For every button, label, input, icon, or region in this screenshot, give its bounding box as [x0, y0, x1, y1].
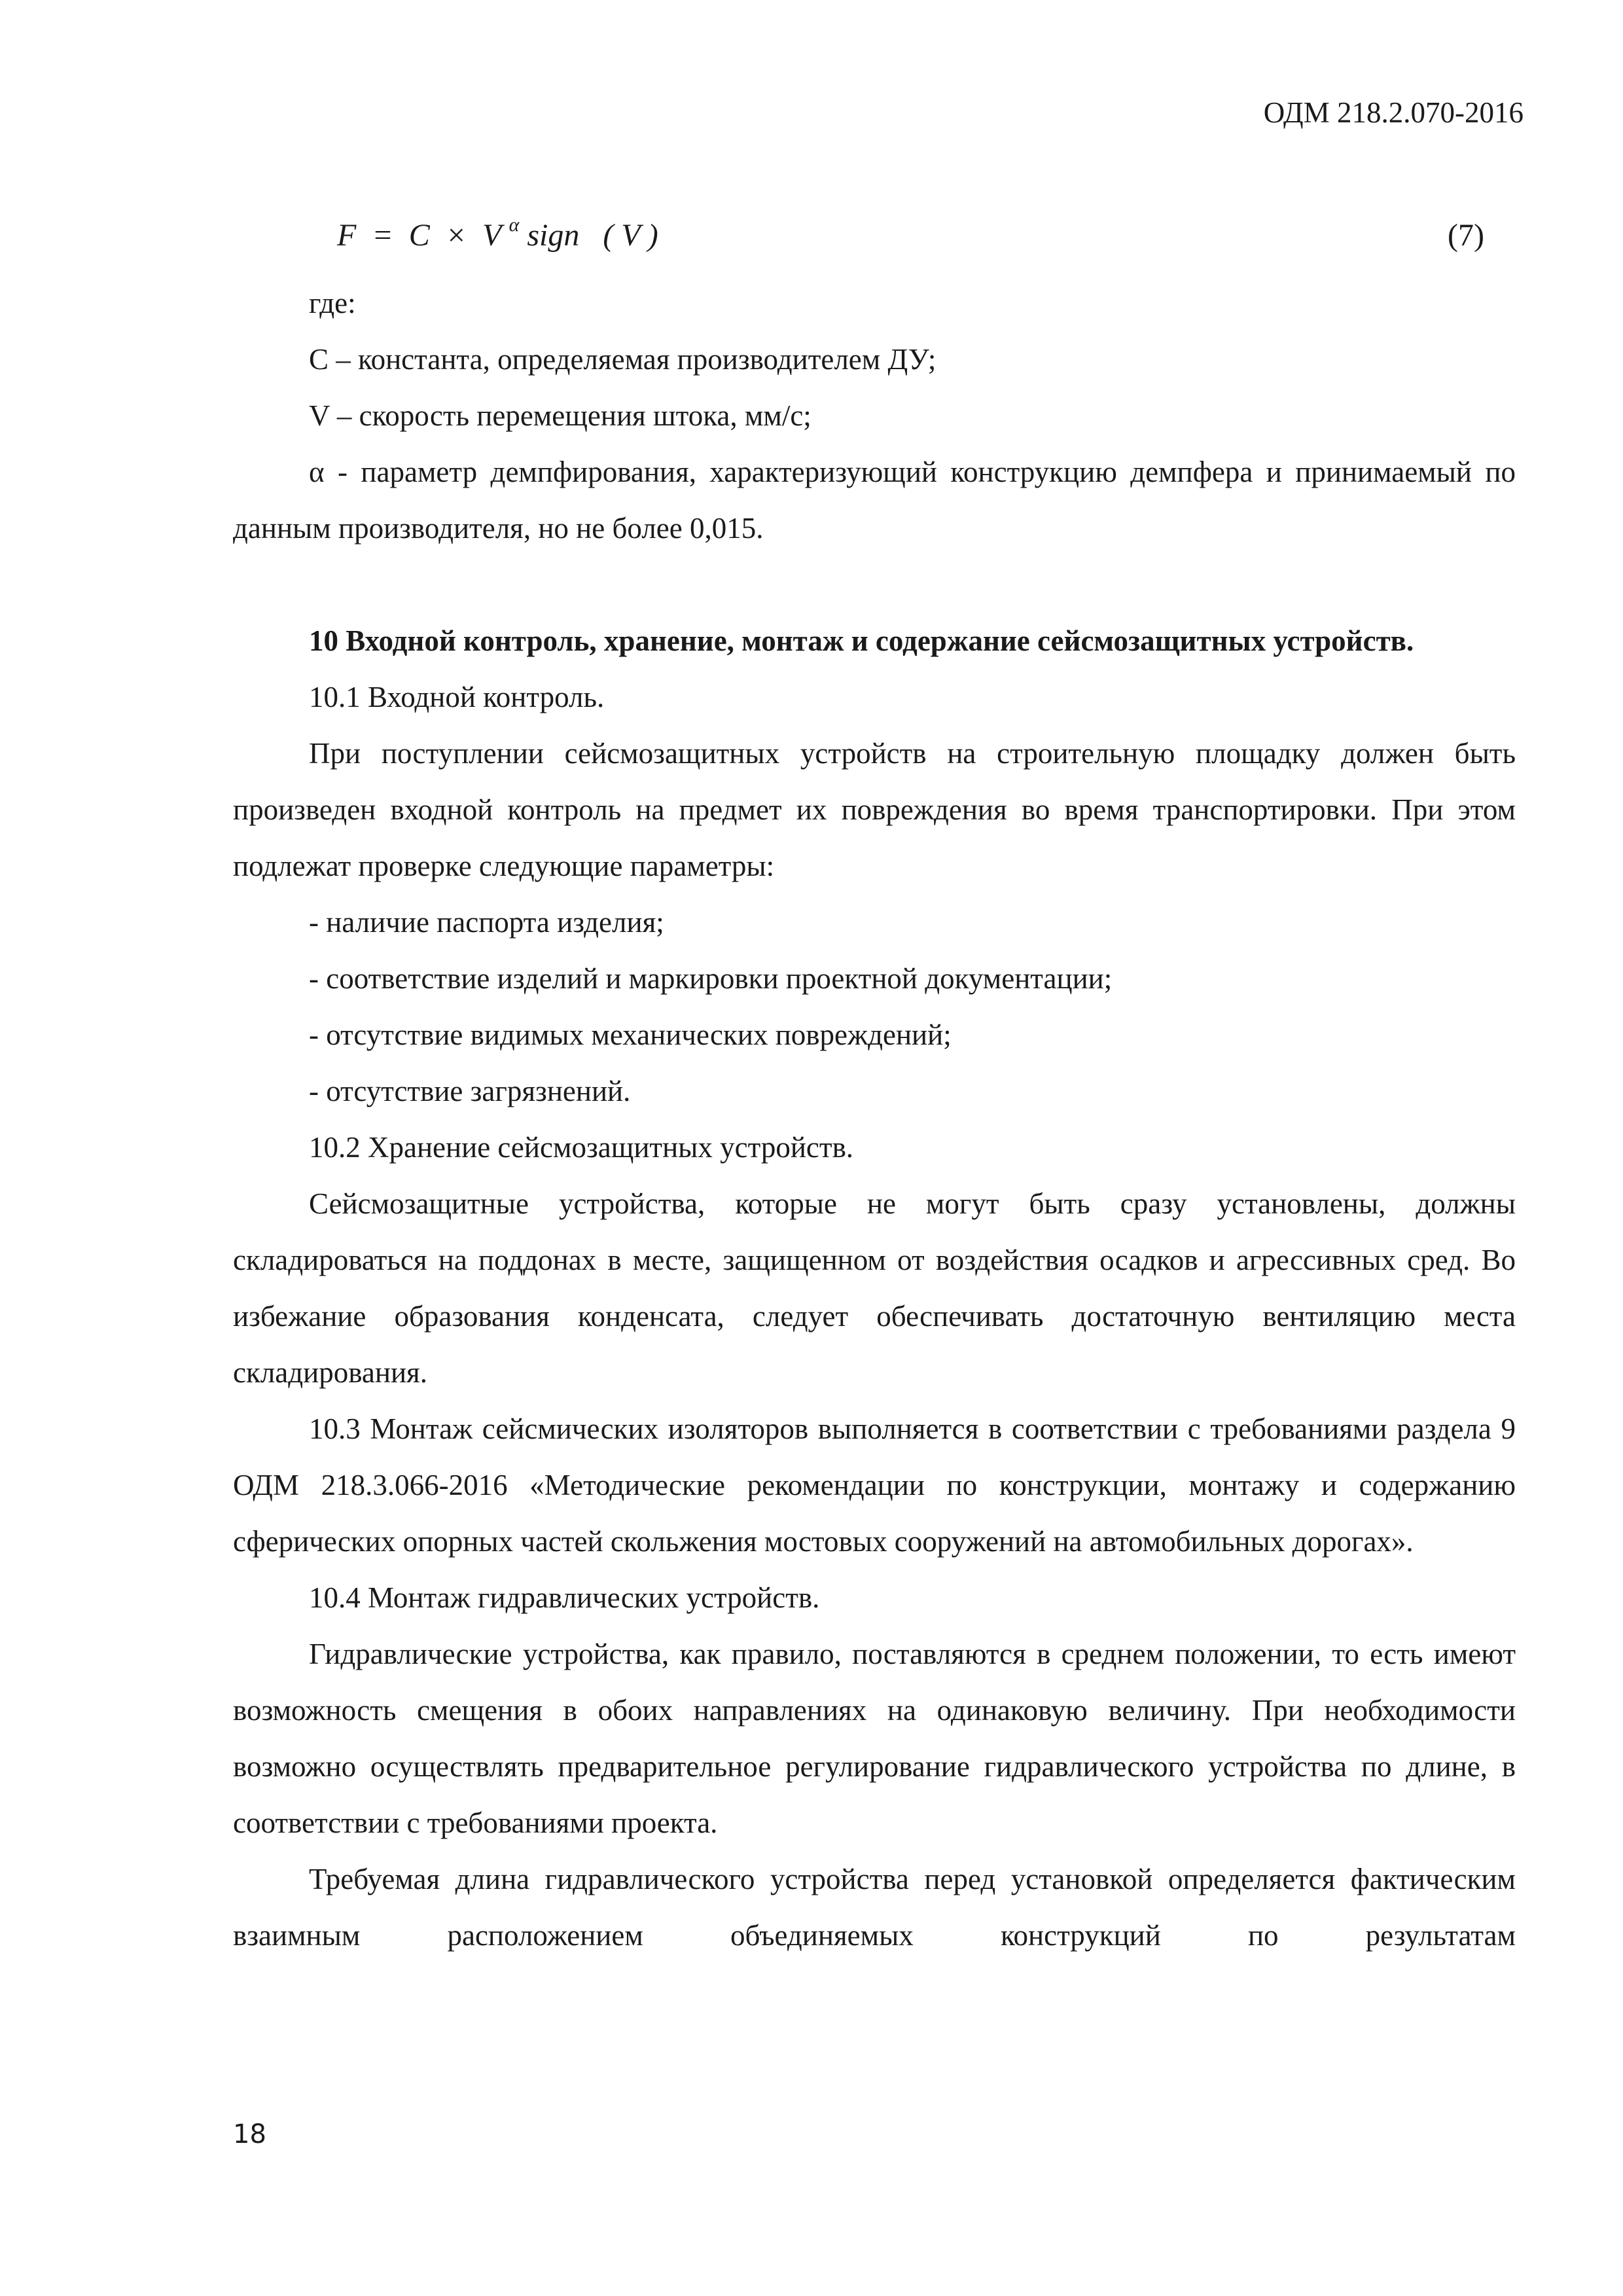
paragraph-hydraulic: Гидравлические устройства, как правило, поставляются в среднем положении, то есть имеют возможность смещения в обоих направлениях на одинаковую величину. При необходимости возможно осуществлять предварительное регулирование гидравлического устройства по длине, в соответствии с требованиями проекта.: [233, 1638, 1516, 1839]
document-code-header: ОДМ 218.2.070-2016: [1263, 96, 1524, 129]
formula-main: F = C × V: [337, 218, 509, 253]
list-item-damage: - отсутствие видимых механических повреждений;: [309, 1018, 952, 1051]
list-item-passport: - наличие паспорта изделия;: [309, 906, 664, 939]
section-heading-10: 10 Входной контроль, хранение, монтаж и содержание сейсмозащитных устройств.: [309, 624, 1414, 657]
paragraph-def-v: V – скорость перемещения штока, мм/с;: [309, 399, 812, 432]
paragraph-def-c: С – константа, определяемая производителем ДУ;: [309, 343, 936, 376]
list-item-contamination: - отсутствие загрязнений.: [309, 1075, 631, 1107]
formula-tail: sign ( V ): [519, 218, 658, 253]
paragraph-required-length: Требуемая длина гидравлического устройства перед установкой определяется фактическим взаимным расположением объединяемых конструкций по результатам: [233, 1863, 1516, 1952]
formula-7: [337, 209, 1450, 262]
paragraph-10-2: 10.2 Хранение сейсмозащитных устройств.: [309, 1131, 854, 1164]
paragraph-10-1: 10.1 Входной контроль.: [309, 681, 605, 713]
document-body: [233, 275, 1516, 1964]
paragraph-storage: Сейсмозащитные устройства, которые не могут быть сразу установлены, должны складироваться на поддонах в месте, защищенном от воздействия осадков и агрессивных сред. Во избежание образования конденсата, следует обеспечивать достаточную вентиляцию места складирования.: [233, 1187, 1516, 1389]
paragraph-10-3: 10.3 Монтаж сейсмических изоляторов выполняется в соответствии с требованиями раздела 9 ОДМ 218.3.066-2016 «Методические рекомендации по конструкции, монтажу и содержанию сферических опорных частей скольжения мостовых сооружений на автомобильных дорогах».: [233, 1412, 1516, 1558]
formula-number: (7): [1448, 218, 1484, 253]
paragraph-incoming-control: При поступлении сейсмозащитных устройств на строительную площадку должен быть произведен входной контроль на предмет их повреждения во время транспортировки. При этом подлежат проверке следующие параметры:: [233, 737, 1516, 882]
paragraph-where: где:: [309, 287, 356, 319]
page-number: 18: [233, 2119, 266, 2149]
paragraph-def-alpha: α - параметр демпфирования, характеризующий конструкцию демпфера и принимаемый по данным производителя, но не более 0,015.: [233, 456, 1516, 545]
paragraph-10-4: 10.4 Монтаж гидравлических устройств.: [309, 1581, 820, 1614]
formula-exponent: α: [508, 214, 520, 236]
list-item-conformity: - соответствие изделий и маркировки проектной документации;: [309, 962, 1113, 995]
